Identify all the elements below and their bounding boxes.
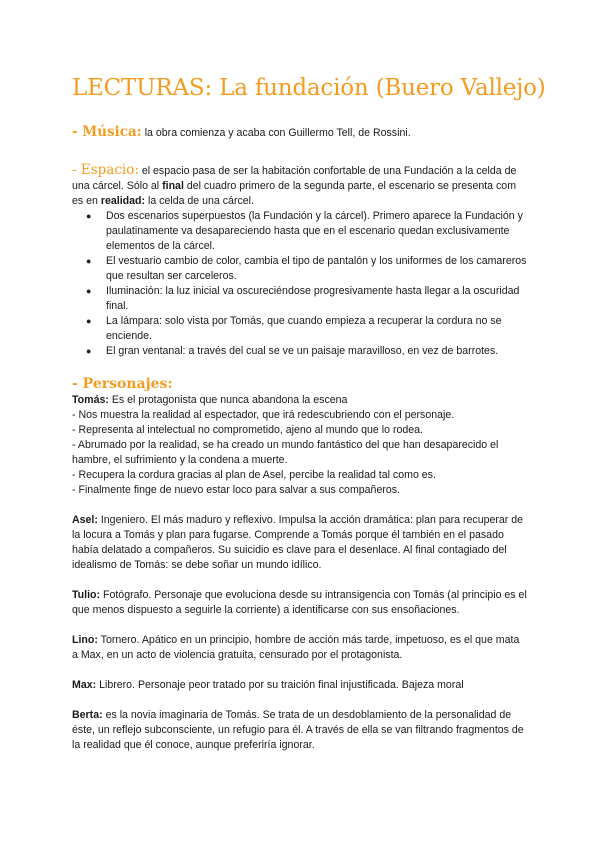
character-tulio: Tulio: Fotógrafo. Personaje que evoluciona desde su intransigencia con Tomás (al principio es el que menos dispuesto a seguirle la corriente) a identificarse con sus ensoñaciones. bbox=[72, 589, 527, 616]
espacio-bold-final: final bbox=[162, 180, 184, 192]
character-name: Tulio: bbox=[72, 589, 101, 601]
espacio-text-3: la celda de una cárcel. bbox=[145, 195, 254, 207]
espacio-paragraph bbox=[72, 163, 528, 209]
espacio-text-2: del cuadro primero de la segunda parte, el escenario se presenta com es en bbox=[72, 180, 517, 207]
espacio-bold-realidad: realidad: bbox=[100, 195, 146, 207]
tomas-line: - Recupera la cordura gracias al plan de Asel, percibe la realidad tal como es. bbox=[72, 469, 436, 481]
tomas-line: - Nos muestra la realidad al espectador, que irá redescubriendo con el personaje. bbox=[72, 409, 455, 421]
document-title: LECTURAS: La fundación (Buero Vallejo) bbox=[72, 75, 546, 101]
musica-text: la obra comienza y acaba con Guillermo Tell, de Rossini. bbox=[141, 127, 411, 139]
musica-paragraph bbox=[72, 125, 528, 141]
tomas-line: - Representa al intelectual no comprometido, ajeno al mundo que lo rodea. bbox=[72, 424, 423, 436]
character-name: Tomás: bbox=[72, 394, 109, 406]
character-name: Asel: bbox=[72, 514, 98, 526]
character-lino: Lino: Tornero. Apático en un principio, hombre de acción más tarde, impetuoso, es el que mata a Max, en un acto de violencia gratuita, censurado por el protagonista. bbox=[72, 634, 520, 661]
espacio-text-1: el espacio pasa de ser la habitación confortable de una Fundación a la celda de una cárcel. Sólo al bbox=[72, 165, 517, 192]
character-name: Lino: bbox=[72, 634, 98, 646]
character-name: Max: bbox=[72, 679, 97, 691]
tomas-line: - Finalmente finge de nuevo estar loco para salvar a sus compañeros. bbox=[72, 484, 400, 496]
character-berta: Berta: es la novia imaginaria de Tomás. Se trata de un desdoblamiento de la personalidad de éste, un reflejo subconsciente, un refugio para él. A través de ella se van filtrando fragmentos de la realidad que él conoce, aunque preferiría ignorar. bbox=[72, 709, 524, 751]
list-item: ● El vestuario cambio de color, cambia el tipo de pantalón y los uniformes de los camareros que resultan ser carceleros. bbox=[106, 254, 528, 284]
character-max: Max: Librero. Personaje peor tratado por su traición final injustificada. Bajeza moral bbox=[72, 679, 464, 691]
list-item: ● Iluminación: la luz inicial va oscureciéndose progresivamente hasta llegar a la oscuridad final. bbox=[106, 284, 528, 314]
espacio-bullet-list bbox=[72, 209, 528, 359]
espacio-heading: - Espacio: bbox=[72, 162, 139, 178]
character-name: Berta: bbox=[72, 709, 103, 721]
list-item: ● La lámpara: solo vista por Tomás, que cuando empieza a recuperar la cordura no se enciende. bbox=[106, 314, 528, 344]
character-asel: Asel: Ingeniero. El más maduro y reflexivo. Impulsa la acción dramática: plan para recuperar de la locura a Tomás y plan para fugarse. Comprende a Tomás porque él también en el pasado había delatado a compañeros. Su suicidio es clave para el desenlace. Al final contagiado del idealismo de Tomás: se debe soñar un mundo idílico. bbox=[72, 514, 524, 571]
list-item: ● El gran ventanal: a través del cual se ve un paisaje maravilloso, en vez de barrotes. bbox=[106, 344, 528, 359]
musica-heading: - Música: bbox=[72, 124, 142, 140]
personajes-heading: - Personajes: bbox=[72, 376, 173, 392]
tomas-line: - Abrumado por la realidad, se ha creado un mundo fantástico del que han desaparecido el hambre, el sufrimiento y la condena a muerte. bbox=[72, 439, 499, 466]
list-item: ● Dos escenarios superpuestos (la Fundación y la cárcel). Primero aparece la Fundación y paulatinamente va desapareciendo hasta que en el escenario quedan exclusivamente elementos de la cárcel. bbox=[106, 209, 528, 254]
character-tomas bbox=[72, 393, 528, 498]
tomas-intro: Tomás: Es el protagonista que nunca abandona la escena bbox=[72, 394, 348, 406]
